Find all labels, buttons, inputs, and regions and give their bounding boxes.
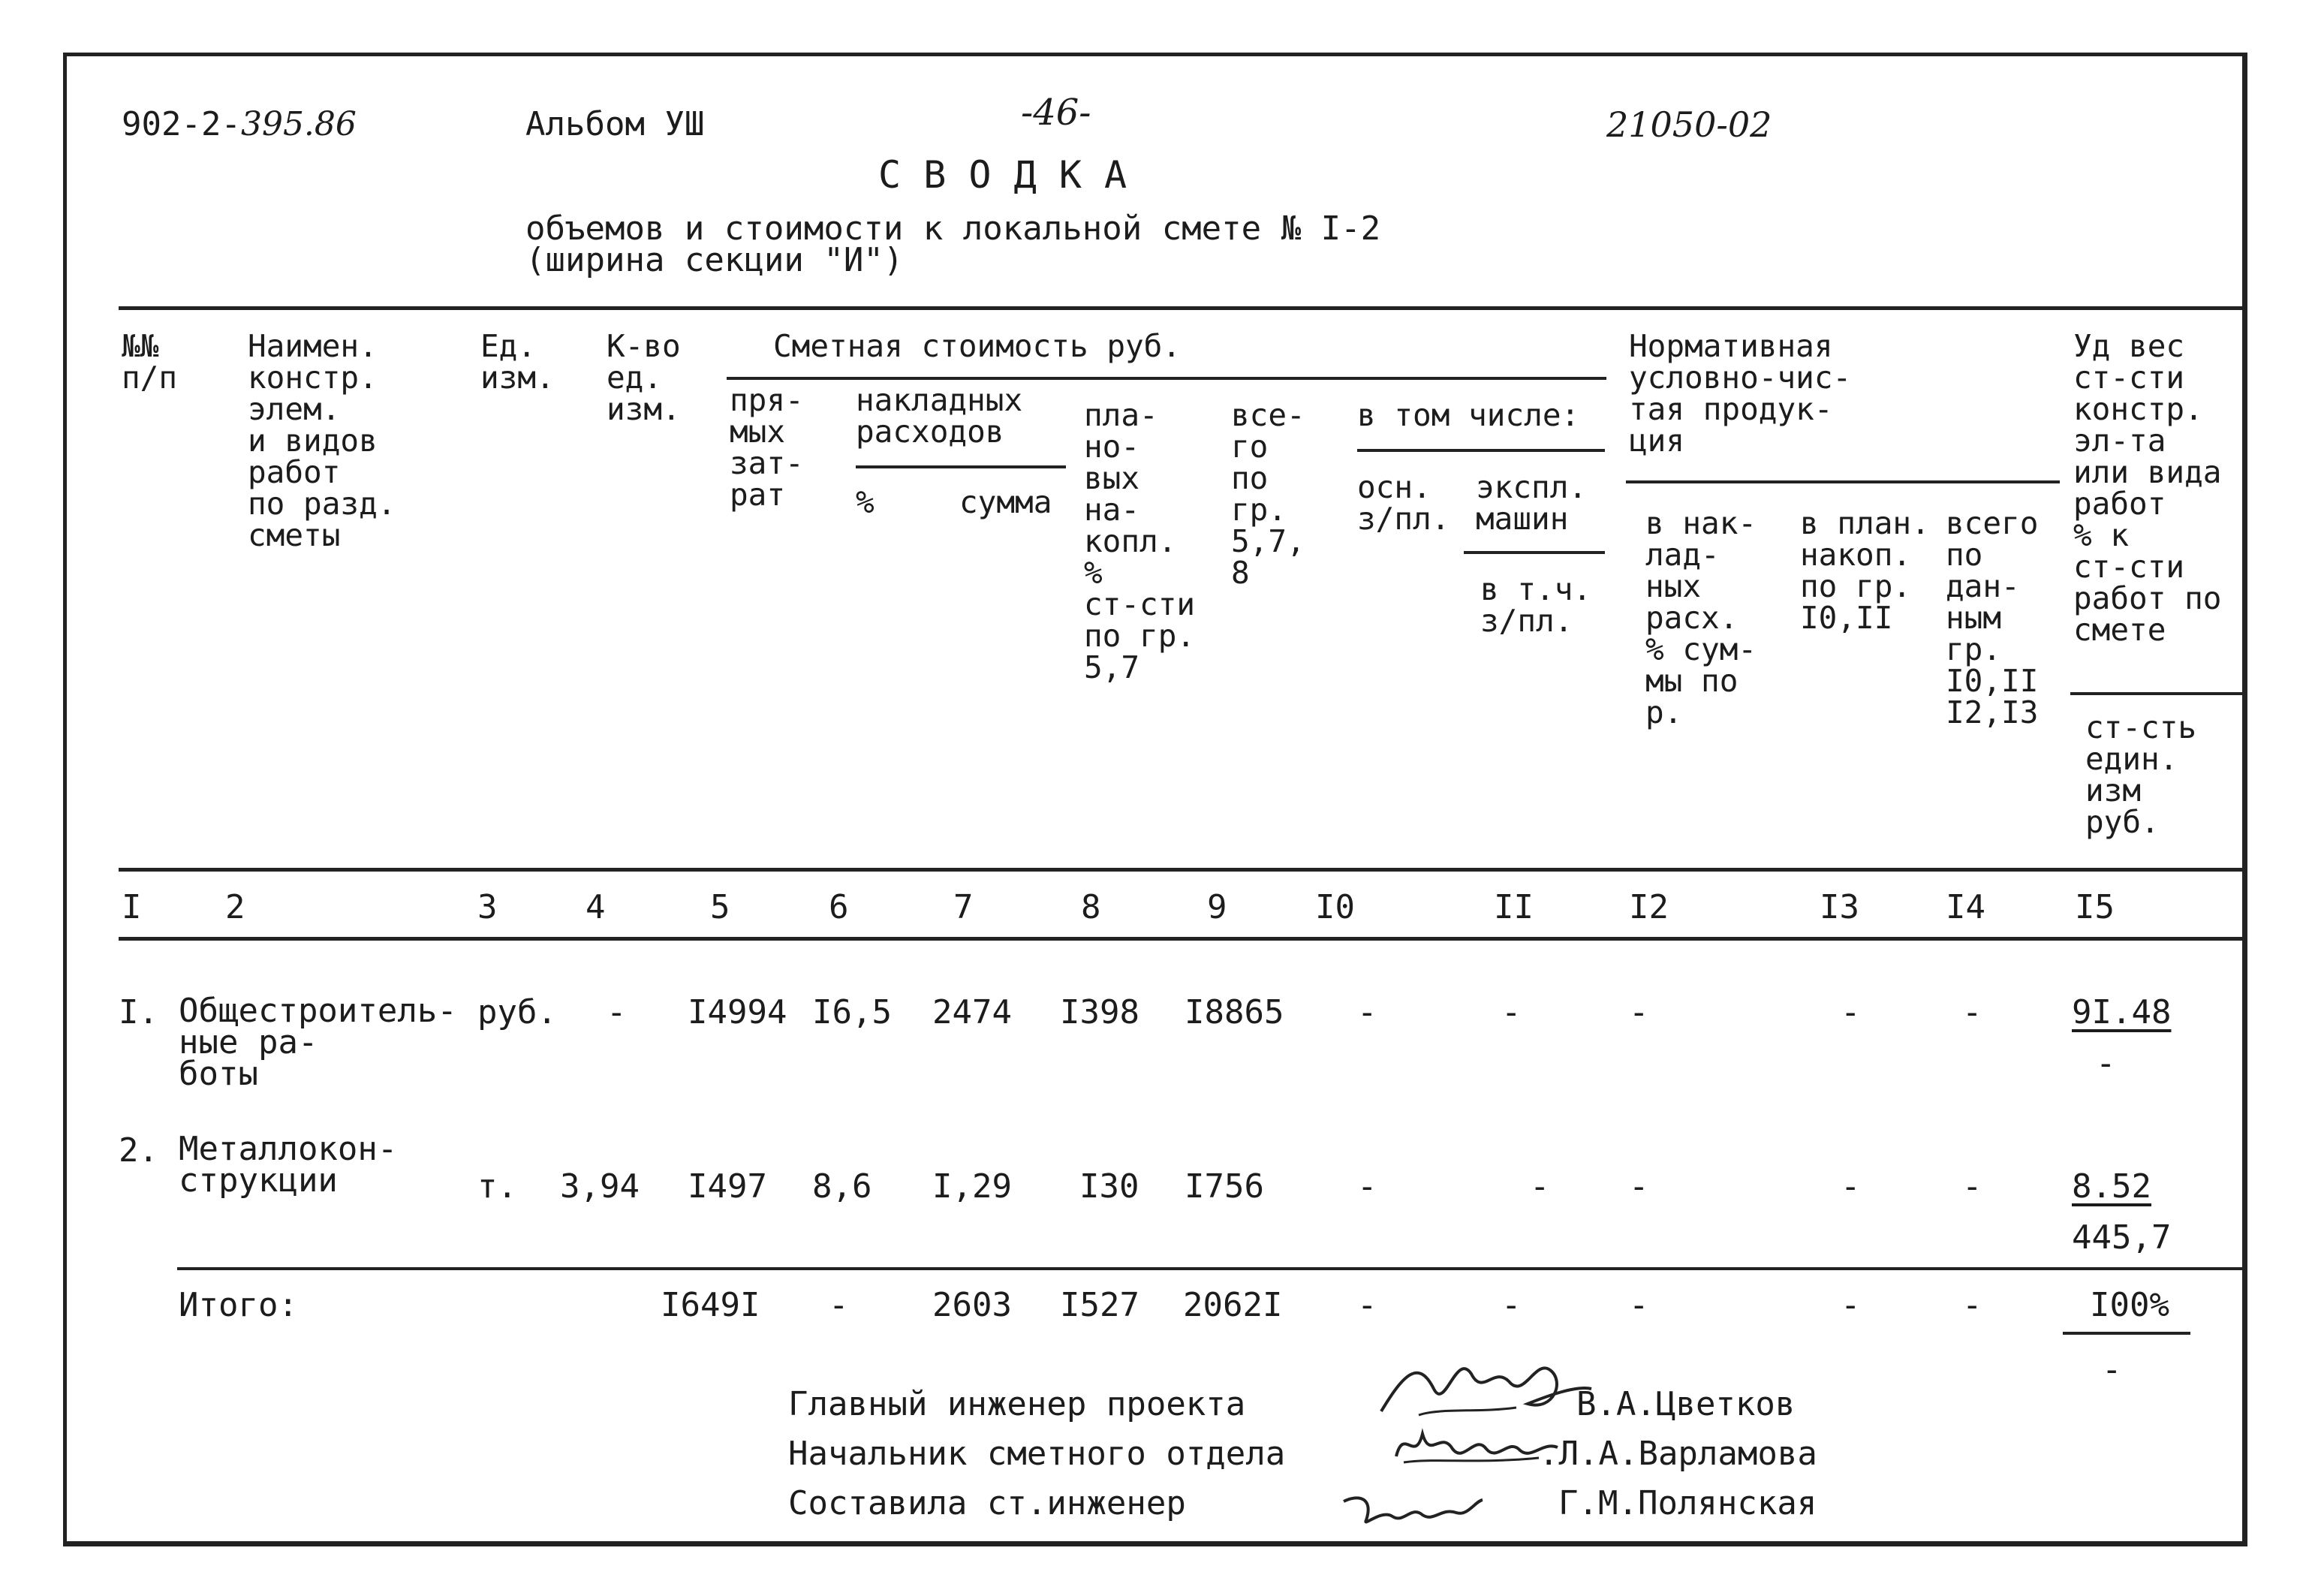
- header-name: Наимен. констр. элем. и видов работ по разд. сметы: [248, 328, 396, 553]
- row2-unit: т.: [477, 1167, 517, 1206]
- total-label: Итого:: [179, 1286, 298, 1324]
- header-quantity: К-во ед. изм.: [607, 328, 681, 427]
- total-overhead-sum: 2603: [932, 1286, 1012, 1324]
- row1-unit-cost: -: [2096, 1044, 2116, 1083]
- cost-group-rule: [727, 377, 1606, 380]
- colnum-14: I4: [1946, 888, 1985, 926]
- machines-rule: [1464, 551, 1605, 554]
- row1-overhead-pct: I6,5: [812, 993, 892, 1031]
- total-direct: I649I: [661, 1286, 760, 1324]
- row1-base-salary: -: [1357, 993, 1377, 1031]
- row1-direct: I4994: [688, 993, 787, 1031]
- header-overhead-pct: %: [856, 484, 875, 520]
- album-label: Альбом УШ: [525, 105, 705, 143]
- overhead-rule: [856, 465, 1066, 468]
- total-total: 2062I: [1183, 1286, 1283, 1324]
- total-share: I00%: [2090, 1286, 2169, 1324]
- header-overhead: накладных расходов: [856, 382, 1023, 450]
- colnum-2: 2: [225, 888, 245, 926]
- signatory-1-name: В.А.Цветков: [1576, 1385, 1796, 1423]
- header-norm-planned: в план. накоп. по гр. I0,II: [1800, 505, 1930, 636]
- document-code: 902-2-395.86: [122, 105, 357, 143]
- row2-total: I756: [1185, 1167, 1264, 1206]
- header-share: Уд вес ст-сти констр. эл-та или вида работ % к ст-сти работ по смете: [2073, 328, 2222, 648]
- signatory-3-role: Составила ст.инженер: [788, 1484, 1186, 1522]
- row1-quantity: -: [607, 993, 627, 1031]
- header-cost-group: Сметная стоимость руб.: [773, 328, 1182, 364]
- row1-total: I8865: [1185, 993, 1284, 1031]
- subtitle-line-1: объемов и стоимости к локальной смете № I-2: [525, 209, 1381, 248]
- total-rule: [177, 1267, 2244, 1270]
- colnum-4: 4: [586, 888, 606, 926]
- header-unit: Ед. изм.: [480, 328, 555, 396]
- subtitle-line-2: (ширина секции "И"): [525, 241, 904, 279]
- header-norm-overhead: в нак- лад- ных расх. % сум- мы по р.: [1645, 505, 1757, 730]
- header-overhead-sum: сумма: [959, 484, 1052, 520]
- header-bottom-rule: [119, 868, 2244, 872]
- row2-share: 8.52: [2072, 1167, 2151, 1206]
- page-number: -46-: [1021, 92, 1091, 134]
- signature-1-icon: [1374, 1344, 1599, 1426]
- header-including: в том числе:: [1357, 397, 1580, 433]
- colnum-6: 6: [829, 888, 849, 926]
- share-split-rule: [2070, 692, 2244, 695]
- total-planned: I527: [1060, 1286, 1139, 1324]
- norm-group-rule: [1626, 480, 2060, 483]
- row1-norm-total: -: [1962, 993, 1982, 1031]
- row2-base-salary: -: [1357, 1167, 1377, 1206]
- row2-norm-total: -: [1962, 1167, 1982, 1206]
- row1-unit: руб.: [477, 993, 557, 1031]
- header-direct-costs: пря- мых зат- рат: [730, 382, 804, 513]
- row1-planned: I398: [1060, 993, 1139, 1031]
- total-norm-total: -: [1962, 1286, 1982, 1324]
- row2-unit-cost: 445,7: [2072, 1218, 2172, 1257]
- document-code-handwritten: 395.86: [240, 105, 357, 143]
- colnum-5: 5: [710, 888, 730, 926]
- header-base-salary: осн. з/пл.: [1357, 469, 1450, 537]
- row1-norm-planned: -: [1841, 993, 1861, 1031]
- row2-norm-planned: -: [1841, 1167, 1861, 1206]
- table-top-rule: [119, 306, 2244, 310]
- total-share-underline: [2063, 1332, 2190, 1335]
- colnum-1: I: [122, 888, 142, 926]
- row1-name: Общестроитель- ные ра- боты: [179, 992, 457, 1093]
- row1-norm-overhead: -: [1629, 993, 1649, 1031]
- row2-planned: I30: [1079, 1167, 1139, 1206]
- colnum-12: I2: [1629, 888, 1669, 926]
- header-machines: экспл. машин: [1476, 469, 1588, 537]
- document-frame: [63, 53, 2247, 1546]
- header-total: все- го по гр. 5,7, 8: [1231, 397, 1305, 591]
- incl-rule: [1357, 449, 1605, 452]
- signatory-2-name: .Л.А.Варламова: [1539, 1435, 1817, 1473]
- row2-machines: -: [1530, 1167, 1550, 1206]
- page-title: С В О Д К А: [878, 153, 1127, 197]
- colnum-9: 9: [1207, 888, 1227, 926]
- header-norm-total: всего по дан- ным гр. I0,II I2,I3: [1946, 505, 2039, 730]
- colnum-13: I3: [1820, 888, 1859, 926]
- row1-machines: -: [1501, 993, 1522, 1031]
- total-base-salary: -: [1357, 1286, 1377, 1324]
- header-planned-savings: пла- но- вых на- копл. % ст-сти по гр. 5,7: [1084, 397, 1196, 685]
- row1-share: 9I.48: [2072, 993, 2172, 1031]
- total-norm-planned: -: [1841, 1286, 1861, 1324]
- row2-quantity: 3,94: [560, 1167, 640, 1206]
- reference-number: 21050-02: [1606, 104, 1772, 145]
- total-unit-cost: -: [2102, 1351, 2122, 1389]
- row1-number: I.: [119, 993, 158, 1031]
- colnum-15: I5: [2075, 888, 2115, 926]
- colnum-bottom-rule: [119, 937, 2244, 941]
- signatory-1-role: Главный инженер проекта: [788, 1385, 1246, 1423]
- colnum-11: II: [1494, 888, 1534, 926]
- row2-direct: I497: [688, 1167, 767, 1206]
- row2-overhead-pct: 8,6: [812, 1167, 872, 1206]
- row2-name: Металлокон- струкции: [179, 1130, 398, 1200]
- header-unit-cost: ст-сть един. изм руб.: [2085, 709, 2197, 840]
- row2-number: 2.: [119, 1131, 158, 1170]
- signature-3-icon: [1336, 1479, 1486, 1531]
- row1-overhead-sum: 2474: [932, 993, 1012, 1031]
- signature-2-icon: [1389, 1419, 1569, 1471]
- row2-norm-overhead: -: [1629, 1167, 1649, 1206]
- colnum-7: 7: [953, 888, 974, 926]
- signatory-2-role: Начальник сметного отдела: [788, 1435, 1286, 1473]
- total-overhead-pct: -: [829, 1286, 849, 1324]
- header-norm-group: Нормативная условно-чис- тая продук- ция: [1629, 328, 1852, 459]
- colnum-10: I0: [1315, 888, 1355, 926]
- total-machines: -: [1501, 1286, 1522, 1324]
- total-norm-overhead: -: [1629, 1286, 1649, 1324]
- header-machines-salary: в т.ч. з/пл.: [1480, 571, 1592, 639]
- colnum-8: 8: [1081, 888, 1101, 926]
- row2-overhead-sum: I,29: [932, 1167, 1012, 1206]
- signatory-3-name: Г.М.Полянская: [1558, 1484, 1817, 1522]
- colnum-3: 3: [477, 888, 498, 926]
- header-number: №№ п/п: [122, 328, 178, 396]
